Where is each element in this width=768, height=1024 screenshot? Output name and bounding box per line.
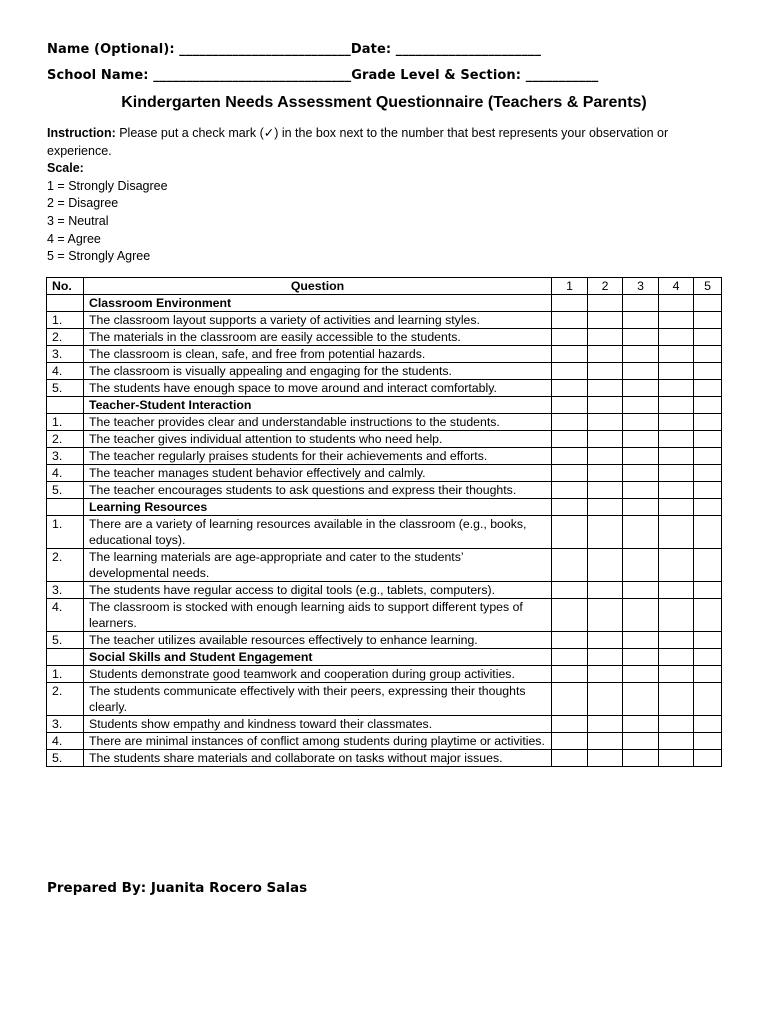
question-number: 3. [47,448,84,465]
rating-checkbox-5[interactable] [694,750,722,767]
rating-checkbox-3[interactable] [623,683,659,716]
section-scale-cell [588,649,623,666]
question-text: The classroom is stocked with enough learning aids to support different types of learners. [84,599,552,632]
rating-checkbox-1[interactable] [552,329,588,346]
question-number: 4. [47,599,84,632]
rating-checkbox-3[interactable] [623,599,659,632]
table-row [47,582,722,599]
question-number: 2. [47,683,84,716]
rating-checkbox-2[interactable] [588,750,623,767]
rating-checkbox-1[interactable] [552,448,588,465]
table-body [47,295,722,767]
question-text: The classroom is clean, safe, and free from potential hazards. [84,346,552,363]
section-row [47,649,722,666]
rating-checkbox-2[interactable] [588,516,623,549]
rating-checkbox-5[interactable] [694,329,722,346]
question-number: 3. [47,716,84,733]
section-scale-cell [659,499,694,516]
question-text: The teacher provides clear and understandable instructions to the students. [84,414,552,431]
rating-checkbox-5[interactable] [694,431,722,448]
rating-checkbox-1[interactable] [552,666,588,683]
table-row [47,431,722,448]
rating-checkbox-3[interactable] [623,516,659,549]
rating-checkbox-1[interactable] [552,733,588,750]
rating-checkbox-2[interactable] [588,431,623,448]
rating-checkbox-3[interactable] [623,431,659,448]
rating-checkbox-2[interactable] [588,733,623,750]
section-scale-cell [659,649,694,666]
section-row [47,499,722,516]
question-text: The students have enough space to move around and interact comfortably. [84,380,552,397]
rating-checkbox-4[interactable] [659,465,694,482]
header-scale-4: 4 [659,278,694,295]
rating-checkbox-2[interactable] [588,549,623,582]
rating-checkbox-1[interactable] [552,683,588,716]
table-row [47,599,722,632]
instructions-block [47,125,727,266]
section-scale-cell [659,397,694,414]
rating-checkbox-4[interactable] [659,482,694,499]
rating-checkbox-1[interactable] [552,516,588,549]
section-scale-cell [623,295,659,312]
rating-checkbox-4[interactable] [659,448,694,465]
rating-checkbox-1[interactable] [552,465,588,482]
rating-checkbox-1[interactable] [552,380,588,397]
question-number: 1. [47,312,84,329]
question-text: The teacher encourages students to ask questions and express their thoughts. [84,482,552,499]
header-scale-5: 5 [694,278,722,295]
rating-checkbox-5[interactable] [694,346,722,363]
table-row [47,363,722,380]
rating-checkbox-3[interactable] [623,632,659,649]
question-text: The teacher regularly praises students for their achievements and efforts. [84,448,552,465]
table-row [47,465,722,482]
scale-item-2: 2 = Disagree [47,196,119,211]
rating-checkbox-2[interactable] [588,716,623,733]
question-number: 1. [47,414,84,431]
rating-checkbox-5[interactable] [694,599,722,632]
rating-checkbox-3[interactable] [623,582,659,599]
rating-checkbox-4[interactable] [659,683,694,716]
table-row [47,380,722,397]
rating-checkbox-4[interactable] [659,363,694,380]
rating-checkbox-2[interactable] [588,363,623,380]
question-number: 5. [47,380,84,397]
header-scale-1: 1 [552,278,588,295]
rating-checkbox-5[interactable] [694,380,722,397]
rating-checkbox-4[interactable] [659,582,694,599]
section-no-cell [47,499,84,516]
section-scale-cell [694,649,722,666]
rating-checkbox-3[interactable] [623,363,659,380]
question-number: 2. [47,549,84,582]
rating-checkbox-1[interactable] [552,414,588,431]
rating-checkbox-5[interactable] [694,716,722,733]
rating-checkbox-3[interactable] [623,716,659,733]
rating-checkbox-1[interactable] [552,582,588,599]
rating-checkbox-5[interactable] [694,683,722,716]
rating-checkbox-5[interactable] [694,666,722,683]
section-scale-cell [552,499,588,516]
rating-checkbox-3[interactable] [623,482,659,499]
table-row [47,329,722,346]
section-scale-cell [623,649,659,666]
prepared-by: Prepared By: Juanita Rocero Salas [47,880,308,896]
rating-checkbox-3[interactable] [623,733,659,750]
rating-checkbox-1[interactable] [552,363,588,380]
header-scale-3: 3 [623,278,659,295]
section-no-cell [47,397,84,414]
table-row [47,414,722,431]
rating-checkbox-2[interactable] [588,683,623,716]
rating-checkbox-5[interactable] [694,549,722,582]
rating-checkbox-4[interactable] [659,380,694,397]
table-row [47,448,722,465]
rating-checkbox-4[interactable] [659,431,694,448]
question-number: 4. [47,733,84,750]
rating-checkbox-3[interactable] [623,312,659,329]
rating-checkbox-5[interactable] [694,312,722,329]
section-scale-cell [588,499,623,516]
rating-checkbox-3[interactable] [623,329,659,346]
table-row [47,482,722,499]
questionnaire-table [46,277,722,767]
table-header-row [47,278,722,295]
rating-checkbox-3[interactable] [623,346,659,363]
section-title: Teacher-Student Interaction [84,397,552,414]
rating-checkbox-1[interactable] [552,599,588,632]
question-number: 3. [47,582,84,599]
question-text: The students have regular access to digital tools (e.g., tablets, computers). [84,582,552,599]
question-text: The teacher manages student behavior effectively and calmly. [84,465,552,482]
rating-checkbox-3[interactable] [623,414,659,431]
section-scale-cell [694,499,722,516]
question-text: Students demonstrate good teamwork and cooperation during group activities. [84,666,552,683]
rating-checkbox-2[interactable] [588,599,623,632]
rating-checkbox-4[interactable] [659,666,694,683]
rating-checkbox-2[interactable] [588,329,623,346]
rating-checkbox-4[interactable] [659,716,694,733]
section-no-cell [47,295,84,312]
section-scale-cell [552,295,588,312]
rating-checkbox-3[interactable] [623,666,659,683]
section-scale-cell [659,295,694,312]
question-number: 5. [47,482,84,499]
scale-item-5: 5 = Strongly Agree [47,249,151,264]
rating-checkbox-4[interactable] [659,549,694,582]
table-row [47,632,722,649]
rating-checkbox-1[interactable] [552,482,588,499]
scale-label: Scale: [47,161,84,176]
question-number: 3. [47,346,84,363]
table-row [47,346,722,363]
section-title: Learning Resources [84,499,552,516]
section-scale-cell [623,499,659,516]
scale-item-4: 4 = Agree [47,231,101,246]
instruction-paragraph [47,125,727,160]
rating-checkbox-1[interactable] [552,431,588,448]
rating-checkbox-5[interactable] [694,632,722,649]
question-text: There are minimal instances of conflict among students during playtime or activities. [84,733,552,750]
rating-checkbox-3[interactable] [623,465,659,482]
section-no-cell [47,649,84,666]
question-number: 5. [47,632,84,649]
section-title: Classroom Environment [84,295,552,312]
section-scale-cell [552,649,588,666]
rating-checkbox-5[interactable] [694,733,722,750]
rating-checkbox-2[interactable] [588,465,623,482]
rating-checkbox-2[interactable] [588,448,623,465]
rating-checkbox-4[interactable] [659,516,694,549]
question-text: There are a variety of learning resources available in the classroom (e.g., books, educational toys). [84,516,552,549]
section-scale-cell [623,397,659,414]
header-scale-2: 2 [588,278,623,295]
rating-checkbox-5[interactable] [694,482,722,499]
rating-checkbox-3[interactable] [623,380,659,397]
rating-checkbox-2[interactable] [588,312,623,329]
rating-checkbox-5[interactable] [694,363,722,380]
section-scale-cell [552,397,588,414]
name-date-line[interactable]: Name (Optional): __________________________Date: ______________________ [47,42,542,57]
instruction-label: Instruction: [47,126,116,140]
rating-checkbox-1[interactable] [552,716,588,733]
question-number: 4. [47,363,84,380]
question-text: Students show empathy and kindness toward their classmates. [84,716,552,733]
scale-item-3: 3 = Neutral [47,213,109,228]
rating-checkbox-5[interactable] [694,414,722,431]
rating-checkbox-2[interactable] [588,482,623,499]
section-scale-cell [694,295,722,312]
question-text: The students share materials and collaborate on tasks without major issues. [84,750,552,767]
question-number: 1. [47,666,84,683]
instruction-text: Please put a check mark (✓) in the box next to the number that best represents your observation or experience. [47,126,669,158]
rating-checkbox-1[interactable] [552,632,588,649]
page-title: Kindergarten Needs Assessment Questionnaire (Teachers & Parents) [121,94,647,111]
rating-checkbox-2[interactable] [588,582,623,599]
section-row [47,295,722,312]
rating-checkbox-5[interactable] [694,465,722,482]
table-row [47,549,722,582]
question-text: The classroom layout supports a variety of activities and learning styles. [84,312,552,329]
table-row [47,716,722,733]
section-row [47,397,722,414]
question-number: 5. [47,750,84,767]
header-no: No. [47,278,84,295]
rating-checkbox-2[interactable] [588,346,623,363]
rating-checkbox-2[interactable] [588,632,623,649]
header-question: Question [84,278,552,295]
rating-checkbox-5[interactable] [694,516,722,549]
question-text: The learning materials are age-appropriate and cater to the students’ developmental needs. [84,549,552,582]
table-row [47,312,722,329]
question-number: 2. [47,431,84,448]
rating-checkbox-2[interactable] [588,414,623,431]
rating-checkbox-4[interactable] [659,329,694,346]
rating-checkbox-4[interactable] [659,414,694,431]
question-text: The teacher gives individual attention to students who need help. [84,431,552,448]
scale-item-1: 1 = Strongly Disagree [47,178,168,193]
section-scale-cell [588,397,623,414]
rating-checkbox-4[interactable] [659,312,694,329]
rating-checkbox-2[interactable] [588,380,623,397]
rating-checkbox-4[interactable] [659,632,694,649]
question-text: The materials in the classroom are easily accessible to the students. [84,329,552,346]
table-row [47,683,722,716]
question-number: 2. [47,329,84,346]
table-row [47,516,722,549]
section-title: Social Skills and Student Engagement [84,649,552,666]
question-text: The students communicate effectively with their peers, expressing their thoughts clearly. [84,683,552,716]
section-scale-cell [694,397,722,414]
rating-checkbox-4[interactable] [659,346,694,363]
table-row [47,750,722,767]
table-row [47,666,722,683]
question-text: The classroom is visually appealing and engaging for the students. [84,363,552,380]
question-number: 4. [47,465,84,482]
school-grade-line[interactable]: School Name: ______________________________Grade Level & Section: ___________ [47,68,599,83]
rating-checkbox-3[interactable] [623,448,659,465]
table-row [47,733,722,750]
question-number: 1. [47,516,84,549]
question-text: The teacher utilizes available resources effectively to enhance learning. [84,632,552,649]
rating-checkbox-4[interactable] [659,599,694,632]
rating-checkbox-1[interactable] [552,549,588,582]
rating-checkbox-5[interactable] [694,582,722,599]
rating-checkbox-3[interactable] [623,549,659,582]
section-scale-cell [588,295,623,312]
rating-checkbox-1[interactable] [552,750,588,767]
rating-checkbox-1[interactable] [552,312,588,329]
rating-checkbox-2[interactable] [588,666,623,683]
rating-checkbox-4[interactable] [659,733,694,750]
rating-checkbox-5[interactable] [694,448,722,465]
rating-checkbox-1[interactable] [552,346,588,363]
rating-checkbox-4[interactable] [659,750,694,767]
rating-checkbox-3[interactable] [623,750,659,767]
